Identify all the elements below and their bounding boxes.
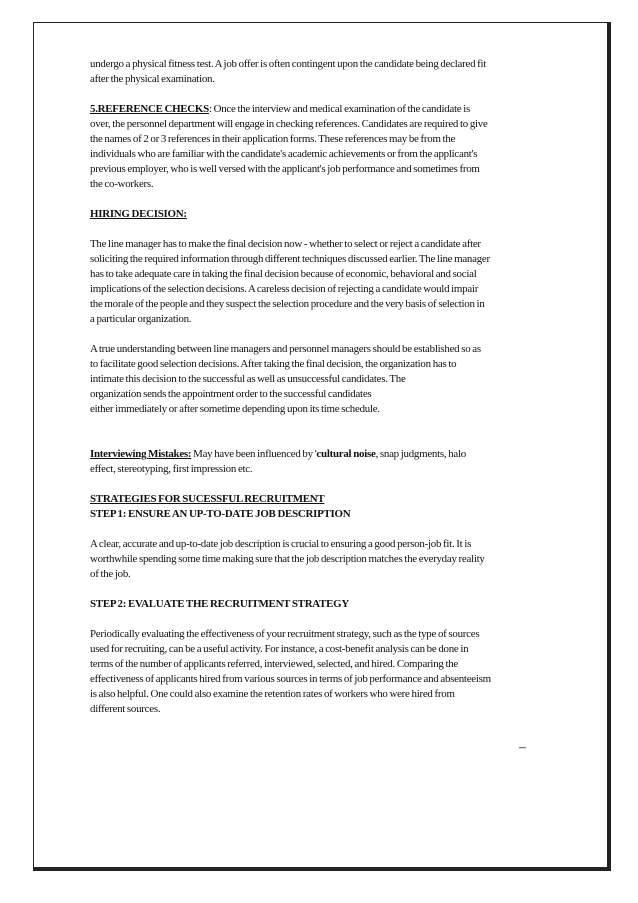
text-line: the names of 2 or 3 references in their application forms. These references may be from the [90,133,456,145]
step-2-heading: STEP 2: EVALUATE THE RECRUITMENT STRATEGY [90,598,349,610]
document-body [90,57,570,717]
text-line: after the physical examination. [90,73,215,85]
text-line: is also helpful. One could also examine the retention rates of workers who were hired from [90,688,455,700]
text-line: organization sends the appointment order to the successful candidates [90,388,372,400]
text-span: , snap judgments, halo [375,448,466,460]
text-line: A true understanding between line managers and personnel managers should be established so as [90,343,481,355]
text-line: the morale of the people and they suspect the selection procedure and the very basis of selection in [90,298,485,310]
reference-checks-paragraph [90,102,570,192]
text-line: of the job. [90,568,131,580]
text-line: has to take adequate care in taking the final decision because of economic, behavioral and social [90,268,477,280]
text-line: a particular organization. [90,313,192,325]
text-span: May have been influenced by ' [191,448,317,460]
step-1-heading: STEP 1: ENSURE AN UP-TO-DATE JOB DESCRIPTION [90,508,351,520]
hiring-decision-heading: HIRING DECISION: [90,208,187,220]
fitness-paragraph [90,57,570,87]
step-2-paragraph [90,627,570,717]
text-line: effect, stereotyping, first impression etc. [90,463,253,475]
text-line: terms of the number of applicants referred, interviewed, selected, and hired. Comparing the [90,658,459,670]
text-line: The line manager has to make the final decision now - whether to select or reject a candidate after [90,238,481,250]
strategies-heading: STRATEGIES FOR SUCESSFUL RECRUITMENT [90,493,325,505]
text-line: the co-workers. [90,178,154,190]
text-line: either immediately or after sometime depending upon its time schedule. [90,403,380,415]
text-line: worthwhile spending some time making sure that the job description matches the everyday reality [90,553,485,565]
text-line: Periodically evaluating the effectiveness of your recruitment strategy, such as the type of sources [90,628,480,640]
hiring-decision-paragraph-2 [90,342,570,417]
text-line: soliciting the required information through different techniques discussed earlier. The line manager [90,253,490,265]
text-line: used for recruiting, can be a useful activity. For instance, a cost-benefit analysis can be done in [90,643,469,655]
cultural-noise-term: cultural noise [316,448,376,460]
page-mark: – [519,740,526,755]
text-line: A clear, accurate and up-to-date job description is crucial to ensuring a good person-job fit. It is [90,538,472,550]
text-line: to facilitate good selection decisions. After taking the final decision, the organization has to [90,358,457,370]
text-line: over, the personnel department will engage in checking references. Candidates are required to give [90,118,488,130]
text-line: implications of the selection decisions. A careless decision of rejecting a candidate would impair [90,283,479,295]
text-line: different sources. [90,703,161,715]
interviewing-mistakes-heading: Interviewing Mistakes: [90,448,192,460]
hiring-decision-paragraph-1 [90,237,570,327]
text-line: intimate this decision to the successful as well as unsuccessful candidates. The [90,373,406,385]
interviewing-mistakes-paragraph [90,447,570,477]
reference-checks-heading: 5.REFERENCE CHECKS [90,103,209,115]
text-line: : Once the interview and medical examination of the candidate is [208,103,471,115]
text-line: individuals who are familiar with the candidate's academic achievements or from the applicant's [90,148,478,160]
step-1-paragraph [90,537,570,582]
text-line: effectiveness of applicants hired from various sources in terms of job performance and absenteeism [90,673,491,685]
text-line: undergo a physical fitness test. A job offer is often contingent upon the candidate being declared fit [90,58,487,70]
text-line: previous employer, who is well versed with the applicant's job performance and sometimes from [90,163,480,175]
